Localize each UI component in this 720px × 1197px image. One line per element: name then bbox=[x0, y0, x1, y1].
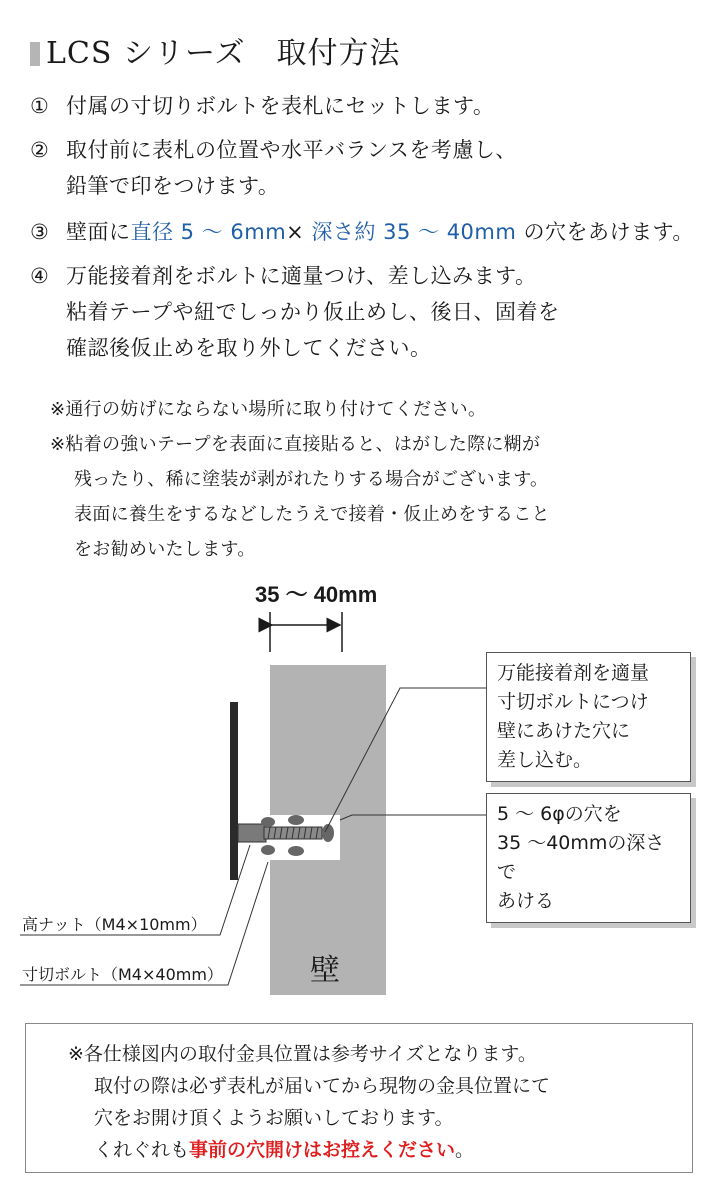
adhesive-blob bbox=[261, 817, 275, 827]
notice-line: 取付の際は必ず表札が届いてから現物の金具位置にて bbox=[94, 1075, 551, 1097]
hole-diameter: 直径 5 〜 6mm bbox=[130, 220, 287, 244]
bolt-label: 寸切ボルト（M4×40mm） bbox=[22, 965, 223, 984]
adhesive-blob bbox=[261, 845, 275, 855]
step-4 bbox=[30, 258, 559, 366]
nameplate bbox=[230, 702, 238, 880]
step-1 bbox=[30, 88, 494, 124]
step-text: 付属の寸切りボルトを表札にセットします。 bbox=[66, 94, 495, 118]
callout-line: 万能接着剤を適量 bbox=[497, 662, 650, 684]
title-marker bbox=[30, 42, 40, 66]
callout-hole bbox=[486, 793, 691, 923]
step-text: 確認後仮止めを取り外してください。 bbox=[66, 336, 432, 360]
wall-label: 壁 bbox=[310, 953, 340, 988]
callout-adhesive bbox=[486, 652, 691, 782]
note-line: ※粘着の強いテープを表面に直接貼ると、はがした際に糊が bbox=[50, 434, 541, 455]
warning-text: 事前の穴開けはお控えください bbox=[189, 1139, 456, 1161]
step-text: 万能接着剤をボルトに適量つけ、差し込みます。 bbox=[66, 264, 537, 288]
step-number: ① bbox=[30, 94, 50, 118]
step-number: ④ bbox=[30, 264, 50, 288]
title-text: LCS シリーズ 取付方法 bbox=[46, 36, 401, 71]
step-text: 取付前に表札の位置や水平バランスを考慮し、 bbox=[66, 138, 517, 162]
notice-line: 穴をお開け頂くようお願いしております。 bbox=[94, 1107, 454, 1129]
notice-text: 。 bbox=[455, 1139, 475, 1161]
adhesive-blob bbox=[288, 815, 304, 825]
step-number: ③ bbox=[30, 220, 50, 244]
step-3 bbox=[30, 214, 694, 250]
hole-depth: 深さ約 35 〜 40mm bbox=[311, 220, 517, 244]
notice-line: ※各仕様図内の取付金具位置は参考サイズとなります。 bbox=[68, 1043, 537, 1065]
dimension-label: 35 〜 40mm bbox=[255, 582, 378, 607]
notes bbox=[50, 392, 550, 567]
step-text: 粘着テープや紐でしっかり仮止めし、後日、固着を bbox=[66, 300, 560, 324]
page-title bbox=[30, 28, 400, 72]
callout-line: あける bbox=[497, 890, 555, 912]
step-text: × bbox=[286, 220, 312, 244]
note-line: をお勧めいたします。 bbox=[74, 539, 256, 560]
callout-line: 5 〜 6φの穴を bbox=[497, 803, 622, 825]
callout-line: 35 〜40mmの深さで bbox=[497, 832, 665, 883]
callout-line: 寸切ボルトにつけ bbox=[497, 691, 649, 713]
step-text: の穴をあけます。 bbox=[516, 220, 694, 244]
nut-label: 高ナット（M4×10mm） bbox=[22, 915, 207, 934]
step-text: 鉛筆で印をつけます。 bbox=[66, 174, 280, 198]
notice-box bbox=[25, 1023, 693, 1173]
note-line: 残ったり、稀に塗装が剥がれたりする場合がございます。 bbox=[74, 469, 549, 490]
callout-line: 差し込む。 bbox=[497, 749, 593, 771]
step-2 bbox=[30, 132, 517, 204]
high-nut bbox=[238, 824, 266, 842]
note-line: ※通行の妨げにならない場所に取り付けてください。 bbox=[50, 399, 487, 420]
note-line: 表面に養生をするなどしたうえで接着・仮止めをすること bbox=[74, 504, 550, 525]
notice-line-warning bbox=[94, 1134, 474, 1166]
adhesive-blob bbox=[288, 846, 304, 856]
notice-text: くれぐれも bbox=[94, 1139, 190, 1161]
callout-line: 壁にあけた穴に bbox=[497, 720, 631, 742]
step-text: 壁面に bbox=[66, 220, 131, 244]
step-number: ② bbox=[30, 138, 50, 162]
